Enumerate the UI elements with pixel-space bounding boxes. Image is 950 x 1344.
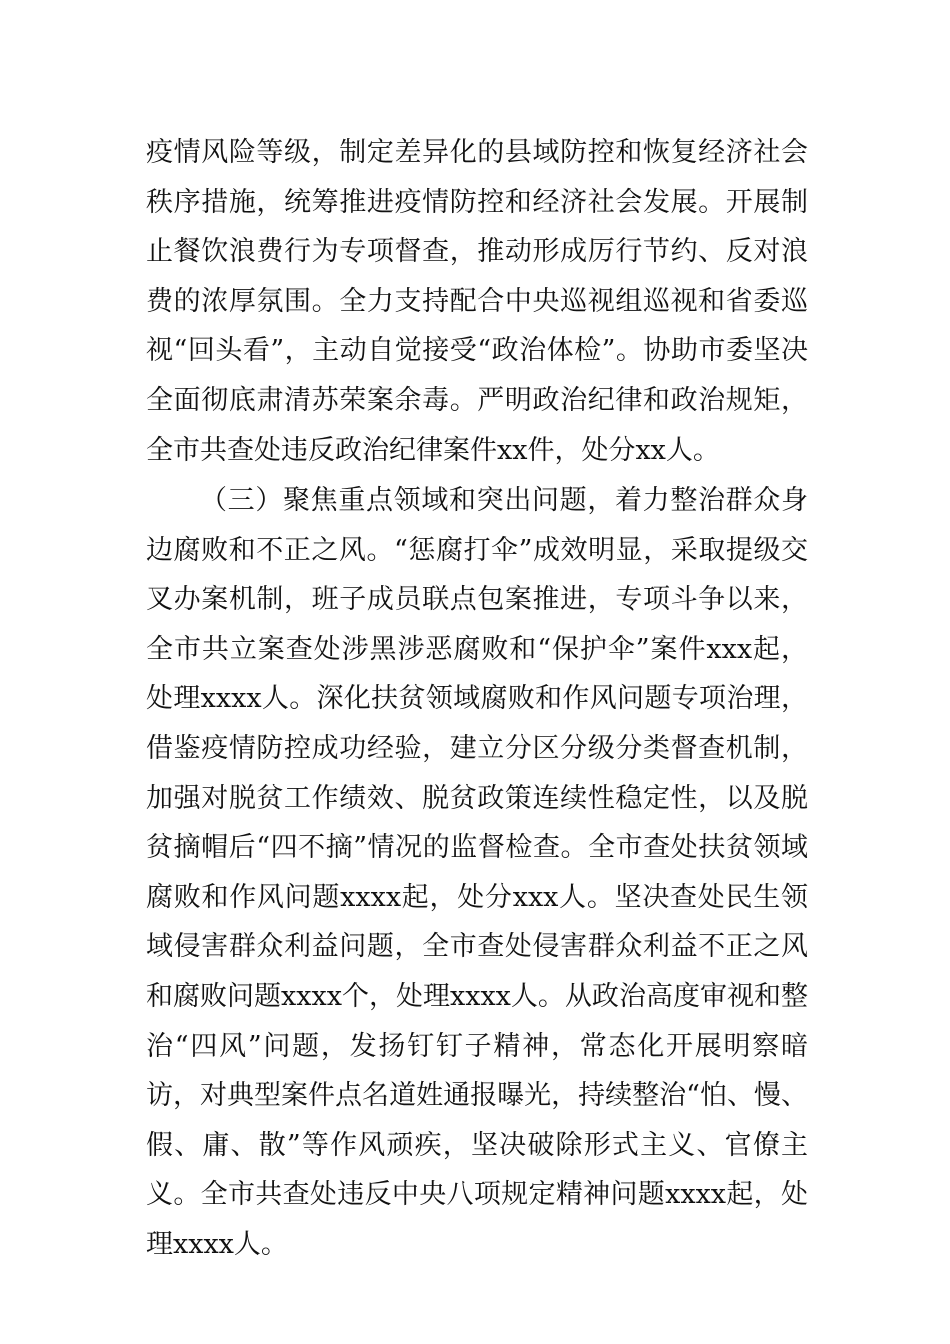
body-paragraph-section-three: （三）聚焦重点领域和突出问题，着力整治群众身边腐败和不正之风。“惩腐打伞”成效明显，采取提级交叉办案机制，班子成员联点包案推进，专项斗争以来，全市共立案查处涉黑涉恶腐败和“保护伞”案件xxx起，处理xxxx人。深化扶贫领域腐败和作风问题专项治理，借鉴疫情防控成功经验，建立分区分级分类督查机制，加强对脱贫工作绩效、脱贫政策连续性稳定性，以及脱贫摘帽后“四不摘”情况的监督检查。全市查处扶贫领域腐败和作风问题xxxx起，处分xxx人。坚决查处民生领域侵害群众利益问题，全市查处侵害群众利益不正之风和腐败问题xxxx个，处理xxxx人。从政治高度审视和整治“四风”问题，发扬钉钉子精神，常态化开展明察暗访，对典型案件点名道姓通报曝光，持续整治“怕、慢、假、庸、散”等作风顽疾，坚决破除形式主义、官僚主义。全市共查处违反中央八项规定精神问题xxxx起，处理xxxx人。	[146, 485, 808, 1260]
body-paragraph-continued: 疫情风险等级，制定差异化的县域防控和恢复经济社会秩序措施，统筹推进疫情防控和经济社会发展。开展制止餐饮浪费行为专项督查，推动形成厉行节约、反对浪费的浓厚氛围。全力支持配合中央巡视组巡视和省委巡视“回头看”，主动自觉接受“政治体检”。协助市委坚决全面彻底肃清苏荣案余毒。严明政治纪律和政治规矩，全市共查处违反政治纪律案件xx件，处分xx人。	[146, 137, 808, 466]
